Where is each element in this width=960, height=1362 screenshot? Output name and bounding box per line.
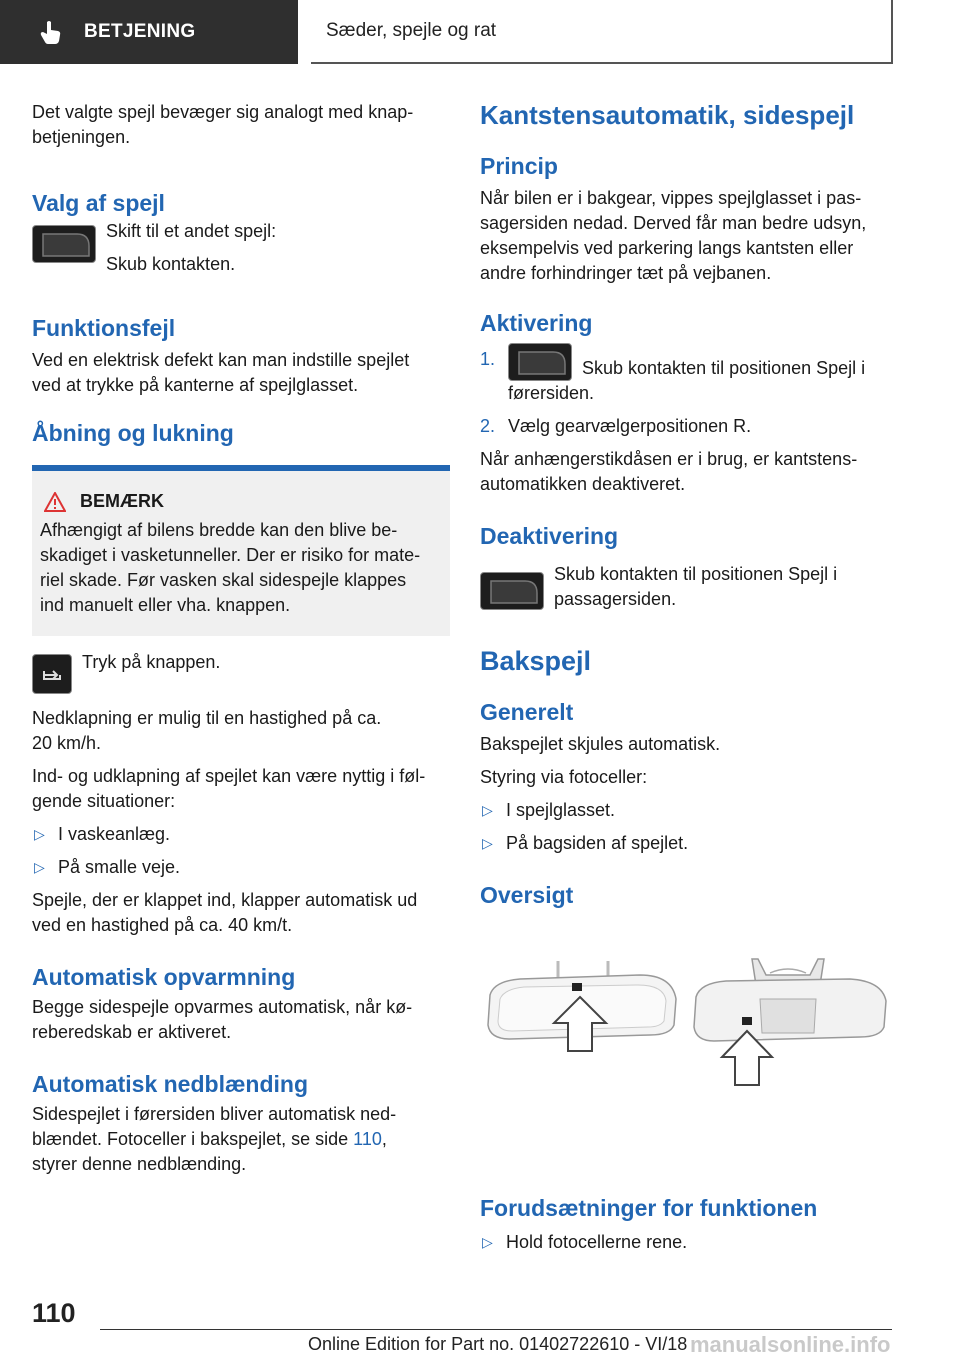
tryk-text: Tryk på knappen. <box>82 652 221 672</box>
list-item: ▷ På smalle veje. <box>32 855 450 880</box>
mirror-switch-icon <box>32 225 96 263</box>
fejl-line-2: ved at trykke på kanterne af spejlglasset. <box>32 375 359 395</box>
right-column <box>480 100 892 1255</box>
footer-rule <box>100 1329 892 1330</box>
heading-forudsaetninger: Forudsætninger for funktionen <box>480 1195 818 1221</box>
list-item: ▷ Hold fotocellerne rene. <box>480 1230 892 1255</box>
nb-line-3: styrer denne nedblænding. <box>32 1154 247 1174</box>
indklap-line-1: Ind- og udklapning af spejlet kan være nyttig i føl- <box>32 766 426 786</box>
heading-princip: Princip <box>480 153 558 179</box>
list-item: ▷ På bagsiden af spejlet. <box>480 831 892 856</box>
chapter-tab <box>311 0 893 64</box>
section-label: BETJENING <box>84 21 196 42</box>
heading-automatisk-opvarmning: Automatisk opvarmning <box>32 964 296 990</box>
list-item: ▷ I spejlglasset. <box>480 798 892 823</box>
deakt-line-1: Skub kontakten til positionen Spejl i <box>554 564 838 584</box>
anh-line-1: Når anhængerstikdåsen er i brug, er kantstens- <box>480 449 858 469</box>
mirror-switch-icon <box>508 343 572 381</box>
heading-aktivering: Aktivering <box>480 310 593 336</box>
heading-generelt: Generelt <box>480 699 574 725</box>
princip-line-2: sagersiden nedad. Derved får man bedre udsyn, <box>480 213 867 233</box>
step-2: 2. Vælg gearvælgerpositionen R. <box>480 416 752 436</box>
gen-text-2: Styring via fotoceller: <box>480 767 648 787</box>
warning-triangle-icon <box>44 492 66 512</box>
rear-mirror-illustration <box>480 955 892 1105</box>
valg-row <box>32 221 450 277</box>
triangle-bullet-icon: ▷ <box>482 835 493 851</box>
page-link[interactable]: 110 <box>353 1129 382 1149</box>
heading-oversigt: Oversigt <box>480 882 574 908</box>
intro-line-1: Det valgte spejl bevæger sig analogt med knap- <box>32 102 414 122</box>
spejle-line-2: ved en hastighed på ca. 40 km/t. <box>32 915 293 935</box>
triangle-bullet-icon: ▷ <box>34 826 45 842</box>
valg-text-2: Skub kontakten. <box>106 254 236 274</box>
tryk-row <box>32 654 450 694</box>
spejle-line-1: Spejle, der er klappet ind, klapper automatisk ud <box>32 890 418 910</box>
page-header <box>0 0 960 66</box>
warning-title: BEMÆRK <box>80 491 164 511</box>
deakt-row <box>480 562 892 612</box>
valg-text-1: Skift til et andet spejl: <box>106 221 277 241</box>
nedklap-line-2: 20 km/h. <box>32 733 102 753</box>
heading-valg-af-spejl: Valg af spejl <box>32 190 165 216</box>
warning-box <box>32 471 450 636</box>
warning-line-2: skadiget i vasketunneller. Der er risiko for mate- <box>40 545 421 565</box>
page-number: 110 <box>32 1298 76 1328</box>
heading-deaktivering: Deaktivering <box>480 523 619 549</box>
warning-line-3: riel skade. Før vasken skal sidespejle klappes <box>40 570 407 590</box>
warning-line-1: Afhængigt af bilens bredde kan den blive be- <box>40 520 398 540</box>
section-tab <box>0 0 298 64</box>
opv-line-2: reberedskab er aktiveret. <box>32 1022 232 1042</box>
intro-line-2: betjeningen. <box>32 127 131 147</box>
hand-pointer-icon <box>38 19 64 45</box>
heading-bakspejl: Bakspejl <box>480 646 592 676</box>
fejl-line-1: Ved en elektrisk defekt kan man indstille spejlet <box>32 350 410 370</box>
triangle-bullet-icon: ▷ <box>482 802 493 818</box>
nb-line-2: blændet. Fotoceller i bakspejlet, se side 110, <box>32 1129 387 1149</box>
edition-text: Online Edition for Part no. 01402722610 - VI/18 <box>308 1334 688 1354</box>
list-item: ▷ I vaskeanlæg. <box>32 822 450 847</box>
heading-aabning-og-lukning: Åbning og lukning <box>32 420 234 446</box>
indklap-line-2: gende situationer: <box>32 791 176 811</box>
princip-line-4: andre forhindringer tæt på vejbanen. <box>480 263 772 283</box>
anh-line-2: automatikken deaktiveret. <box>480 474 686 494</box>
watermark: manualsonline.info <box>690 1332 891 1357</box>
mirror-switch-icon <box>480 572 544 610</box>
heading-automatisk-nedblaending: Automatisk nedblænding <box>32 1071 308 1097</box>
opv-line-1: Begge sidespejle opvarmes automatisk, når kø- <box>32 997 413 1017</box>
nedklap-line-1: Nedklapning er mulig til en hastighed på ca. <box>32 708 382 728</box>
nb-line-1: Sidespejlet i førersiden bliver automatisk ned- <box>32 1104 397 1124</box>
chapter-title: Sæder, spejle og rat <box>326 20 497 41</box>
step-1: 1. Skub kontakten til positionen Spejl i førersiden. <box>480 347 892 406</box>
warning-title-row <box>40 491 442 512</box>
gen-text-1: Bakspejlet skjules automatisk. <box>480 734 721 754</box>
fold-mirror-button-icon <box>32 654 72 694</box>
heading-kantstensautomatik: Kantstensautomatik, sidespejl <box>480 100 855 130</box>
warning-line-4: ind manuelt eller vha. knappen. <box>40 595 291 615</box>
triangle-bullet-icon: ▷ <box>482 1234 493 1250</box>
princip-line-1: Når bilen er i bakgear, vippes spejlglasset i pas- <box>480 188 862 208</box>
heading-funktionsfejl: Funktionsfejl <box>32 315 176 341</box>
princip-line-3: eksempelvis ved parkering langs kantsten eller <box>480 238 854 258</box>
left-column <box>32 100 450 1177</box>
deakt-line-2: passagersiden. <box>554 589 677 609</box>
triangle-bullet-icon: ▷ <box>34 859 45 875</box>
